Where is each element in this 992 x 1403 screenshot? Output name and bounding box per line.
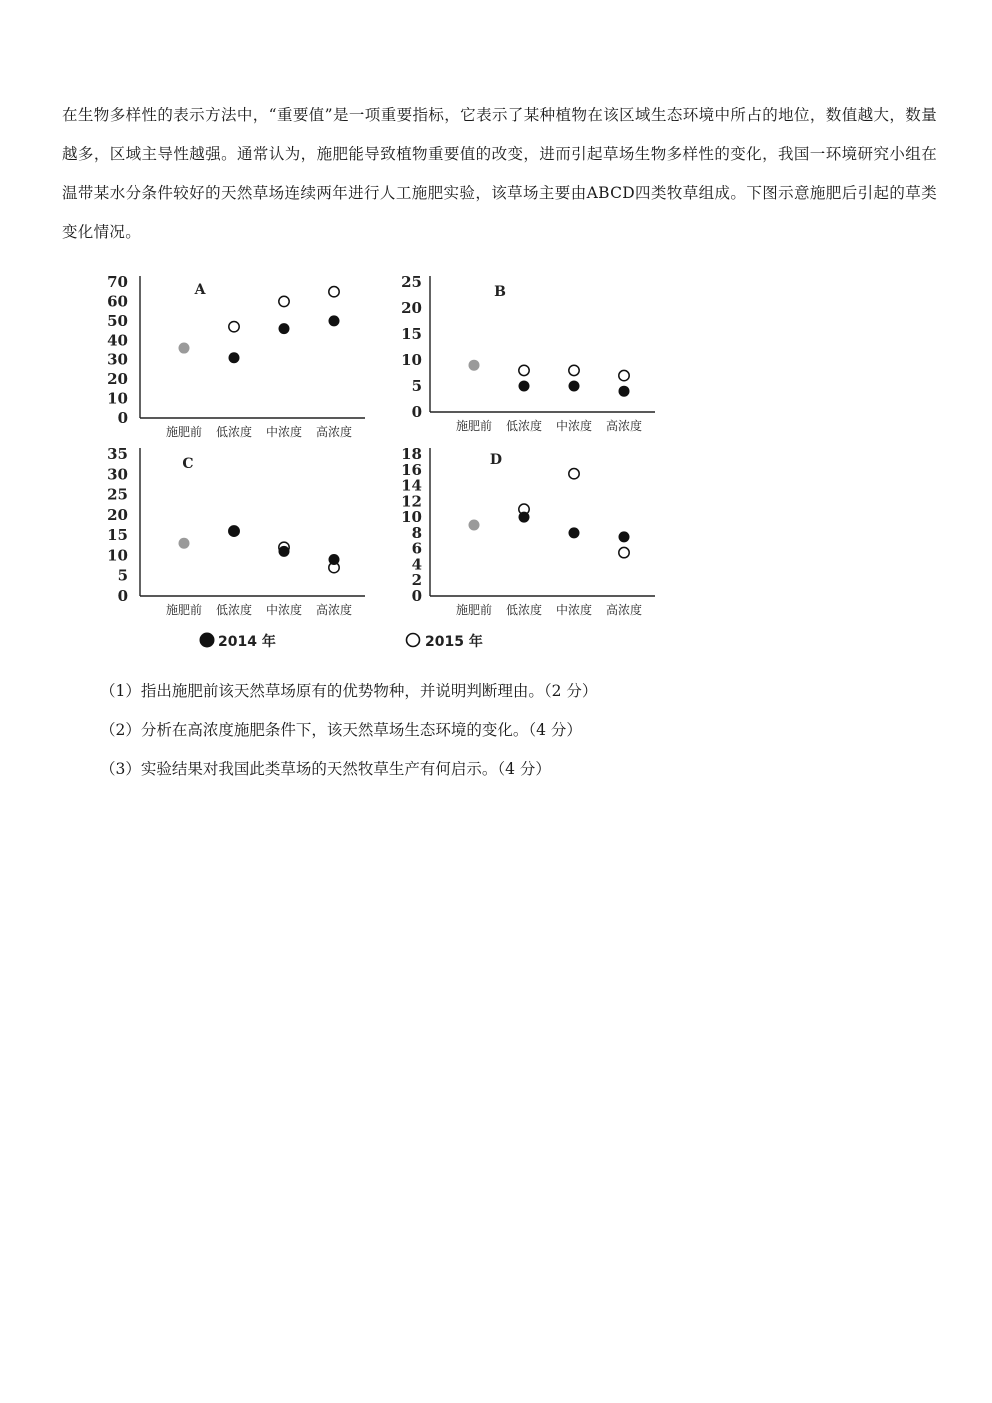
x-tick-label: 施肥前	[455, 603, 493, 617]
chart-panel-d	[401, 445, 655, 617]
data-point-2014	[229, 352, 240, 363]
data-point-before	[469, 360, 480, 371]
question-2: （2）分析在高浓度施肥条件下，该天然草场生态环境的变化。（4 分）	[100, 721, 582, 739]
x-tick-label: 施肥前	[165, 603, 203, 617]
x-tick-label: 中浓度	[265, 425, 303, 439]
data-point-2015	[569, 469, 579, 479]
chart-panel-c	[107, 445, 365, 617]
question-3: （3）实验结果对我国此类草场的天然牧草生产有何启示。（4 分）	[100, 760, 551, 778]
questions-list	[100, 672, 920, 789]
y-tick-label: 15	[107, 526, 128, 545]
data-point-2014	[519, 381, 530, 392]
question-1: （1）指出施肥前该天然草场原有的优势物种，并说明判断理由。（2 分）	[100, 682, 598, 700]
x-tick-label: 施肥前	[455, 419, 493, 433]
y-tick-label: 6	[411, 539, 422, 558]
y-tick-label: 40	[107, 331, 128, 350]
y-tick-label: 0	[117, 587, 128, 605]
data-point-2015	[619, 547, 629, 557]
x-tick-label: 高浓度	[605, 419, 643, 433]
y-tick-label: 10	[401, 508, 422, 527]
y-tick-label: 2	[411, 571, 422, 590]
data-point-2015	[619, 370, 629, 380]
data-point-2015	[229, 321, 239, 331]
y-tick-label: 20	[107, 370, 128, 389]
legend-label-2015: 2015 年	[425, 634, 483, 650]
figure-svg	[100, 262, 680, 662]
legend-marker-filled	[200, 633, 215, 648]
figure-container	[100, 262, 680, 662]
y-tick-label: 18	[401, 445, 422, 463]
x-tick-label: 施肥前	[165, 425, 203, 439]
x-tick-label: 低浓度	[215, 603, 253, 617]
y-tick-label: 0	[411, 403, 422, 421]
y-tick-label: 10	[107, 389, 128, 408]
x-tick-label: 高浓度	[315, 603, 353, 617]
data-point-2015	[519, 365, 529, 375]
panel-letter: B	[494, 284, 506, 300]
chart-panel-a	[107, 273, 365, 439]
data-point-before	[179, 343, 190, 354]
y-tick-label: 30	[107, 350, 128, 369]
x-tick-label: 低浓度	[505, 603, 543, 617]
data-point-before	[469, 520, 480, 531]
data-point-before	[179, 538, 190, 549]
data-point-2014	[619, 531, 630, 542]
panel-letter: C	[182, 456, 194, 472]
x-tick-label: 中浓度	[265, 603, 303, 617]
y-tick-label: 20	[401, 299, 422, 317]
y-tick-label: 0	[117, 409, 128, 427]
y-tick-label: 10	[401, 351, 422, 369]
y-tick-label: 5	[411, 377, 422, 395]
y-tick-label: 0	[411, 587, 422, 605]
data-point-2014	[279, 323, 290, 334]
y-tick-label: 30	[107, 465, 128, 484]
y-tick-label: 25	[401, 273, 422, 291]
legend-label-2014: 2014 年	[218, 634, 276, 650]
y-tick-label: 12	[401, 492, 422, 511]
y-tick-label: 15	[401, 325, 422, 343]
data-point-2015	[279, 296, 289, 306]
y-tick-label: 16	[401, 460, 422, 479]
chart-panel-b	[401, 273, 655, 433]
y-tick-label: 60	[107, 292, 128, 311]
x-tick-label: 高浓度	[605, 603, 643, 617]
intro-paragraph: 在生物多样性的表示方法中，“重要值”是一项重要指标，它表示了某种植物在该区域生态环境中所占的地位，数值越大，数量越多，区域主导性越强。通常认为，施肥能导致植物重要值的改变，进而引起草场生物多样性的变化，我国一环境研究小组在温带某水分条件较好的天然草场连续两年进行人工施肥实验，该草场主要由ABCD四类牧草组成。下图示意施肥后引起的草类变化情况。	[62, 106, 937, 241]
x-tick-label: 中浓度	[555, 419, 593, 433]
data-point-2014	[329, 315, 340, 326]
x-tick-label: 高浓度	[315, 425, 353, 439]
data-point-2014	[619, 386, 630, 397]
y-tick-label: 25	[107, 485, 128, 504]
x-tick-label: 低浓度	[505, 419, 543, 433]
panel-letter: D	[489, 452, 503, 468]
y-tick-label: 50	[107, 311, 128, 330]
data-point-2014	[569, 381, 580, 392]
y-tick-label: 10	[107, 546, 128, 565]
legend-marker-hollow	[407, 634, 420, 647]
y-tick-label: 35	[107, 445, 128, 463]
x-tick-label: 中浓度	[555, 603, 593, 617]
data-point-2015	[329, 287, 339, 297]
legend	[200, 633, 483, 651]
y-tick-label: 5	[117, 566, 128, 585]
y-tick-label: 4	[411, 555, 422, 574]
y-tick-label: 70	[107, 273, 128, 291]
data-point-2014	[569, 527, 580, 538]
panel-letter: A	[194, 282, 206, 298]
y-tick-label: 8	[411, 523, 422, 542]
y-tick-label: 14	[401, 476, 422, 495]
data-point-2015	[569, 365, 579, 375]
y-tick-label: 20	[107, 505, 128, 524]
x-tick-label: 低浓度	[215, 425, 253, 439]
